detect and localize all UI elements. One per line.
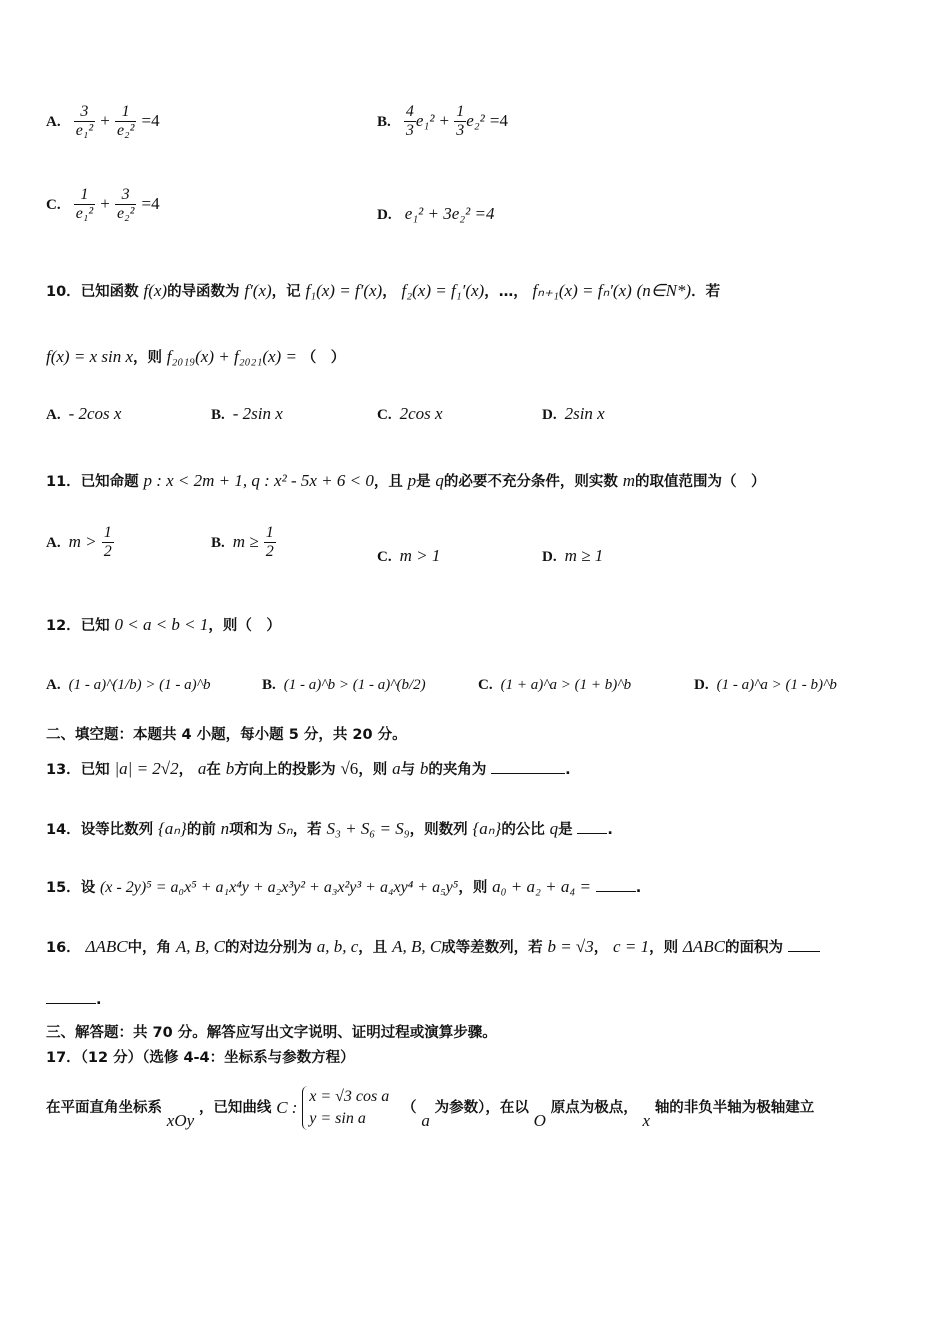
q10-option-a: A. - 2cos x xyxy=(46,404,122,423)
q9-option-b: B. $\frac{4}{3}$ e₁² + $\frac{1}{3}$ e₂² =4 xyxy=(377,103,508,139)
answer-blank xyxy=(788,937,820,952)
q10-stem: 10．已知函数 f(x)的导函数为 f′(x)，记 f₁(x) = f′(x)， f₂(x) = f₁′(x)，…， fₙ₊₁(x) = fₙ′(x) (n∈N*)．若 xyxy=(46,281,721,300)
q10-option-b: B. - 2sin x xyxy=(211,404,283,423)
option-label: D. xyxy=(377,207,392,223)
q16-stem-2: . xyxy=(46,988,910,1011)
fraction: $\frac{1}{\text{e₁²}}$ xyxy=(75,186,94,222)
option-label: A. xyxy=(46,114,61,130)
q11-option-c: C. m > 1 xyxy=(377,546,441,565)
q16-stem: 16． ΔABC中，角 A, B, C的对边分别为 a, b, c，且 A, B, C成等差数列，若 b = √3， c = 1，则 ΔABC的面积为 xyxy=(46,936,910,959)
answer-blank xyxy=(491,759,565,774)
q12-option-b: B. (1 - a)^b > (1 - a)^(b/2) xyxy=(262,677,426,693)
q14-stem: 14．设等比数列 {aₙ}的前 n项和为 Sₙ，若 S₃ + S₆ = S₉，则数列 {aₙ}的公比 q是 . xyxy=(46,819,613,838)
fraction: $\frac{1}{\text{e₂²}}$ xyxy=(116,103,135,139)
q12-option-c: C. (1 + a)^a > (1 + b)^b xyxy=(478,677,632,693)
q10-stem-2: f(x) = x sin x，则 f₂₀₁₉(x) + f₂₀₂₁(x) = （ ） xyxy=(46,347,346,366)
q9-option-d: D. e₁² + 3e₂² =4 xyxy=(377,204,495,223)
q11-option-b: B. m ≥ $\frac{1}{2}$ xyxy=(211,524,274,560)
q17-header: 17．（12 分）（选修 4-4：坐标系与参数方程） xyxy=(46,1050,355,1066)
q12-option-a: A. (1 - a)^(1/b) > (1 - a)^b xyxy=(46,677,211,693)
q11-stem: 11．已知命题 p : x < 2m + 1, q : x² - 5x + 6 < 0，且 p是 q的必要不充分条件，则实数 m的取值范围为（ ） xyxy=(46,471,766,490)
q11-option-d: D. m ≥ 1 xyxy=(542,546,604,565)
answer-blank-continued xyxy=(46,989,96,1004)
parametric-system: x = √3 cos a y = sin a xyxy=(302,1086,389,1130)
option-label: B. xyxy=(377,114,391,130)
q11-option-a: A. m > $\frac{1}{2}$ xyxy=(46,524,112,560)
fraction: $\frac{3}{\text{e₁²}}$ xyxy=(75,103,94,139)
q13-stem: 13．已知 |a| = 2√2， a在 b方向上的投影为 √6，则 a与 b的夹角为 . xyxy=(46,759,571,778)
q10-option-d: D. 2sin x xyxy=(542,404,605,423)
option-label: C. xyxy=(46,197,61,213)
answer-blank xyxy=(596,877,636,892)
q9-option-a: A. $\frac{3}{\text{e₁²}}$ + $\frac{1}{\text{e₂²}}$ =4 xyxy=(46,103,160,139)
q15-stem: 15．设 (x - 2y)⁵ = a₀x⁵ + a₁x⁴y + a₂x³y² + a₃x²y³ + a₄xy⁴ + a₅y⁵，则 a₀ + a₂ + a₄ = . xyxy=(46,877,642,896)
fraction: $\frac{4}{3}$ xyxy=(405,103,414,139)
q10-option-c: C. 2cos x xyxy=(377,404,443,423)
answer-blank xyxy=(577,819,607,834)
section-heading-solutions: 三、解答题：共 70 分。解答应写出文字说明、证明过程或演算步骤。 xyxy=(46,1025,497,1041)
q12-stem: 12．已知 0 < a < b < 1，则（ ） xyxy=(46,615,281,634)
q17-stem: 在平面直角坐标系 xOy ，已知曲线 C : x = √3 cos a y = sin a （ a 为参数），在以 O 原点为极点， x 轴的非负半轴为极轴建立 xyxy=(46,1088,815,1130)
fraction: $\frac{1}{3}$ xyxy=(456,103,465,139)
q12-option-d: D. (1 - a)^a > (1 - b)^b xyxy=(694,677,837,693)
fraction: $\frac{3}{\text{e₂²}}$ xyxy=(116,186,135,222)
q9-option-c: C. $\frac{1}{\text{e₁²}}$ + $\frac{3}{\text{e₂²}}$ =4 xyxy=(46,186,160,222)
section-heading-fill-in: 二、填空题：本题共 4 小题，每小题 5 分，共 20 分。 xyxy=(46,727,407,743)
